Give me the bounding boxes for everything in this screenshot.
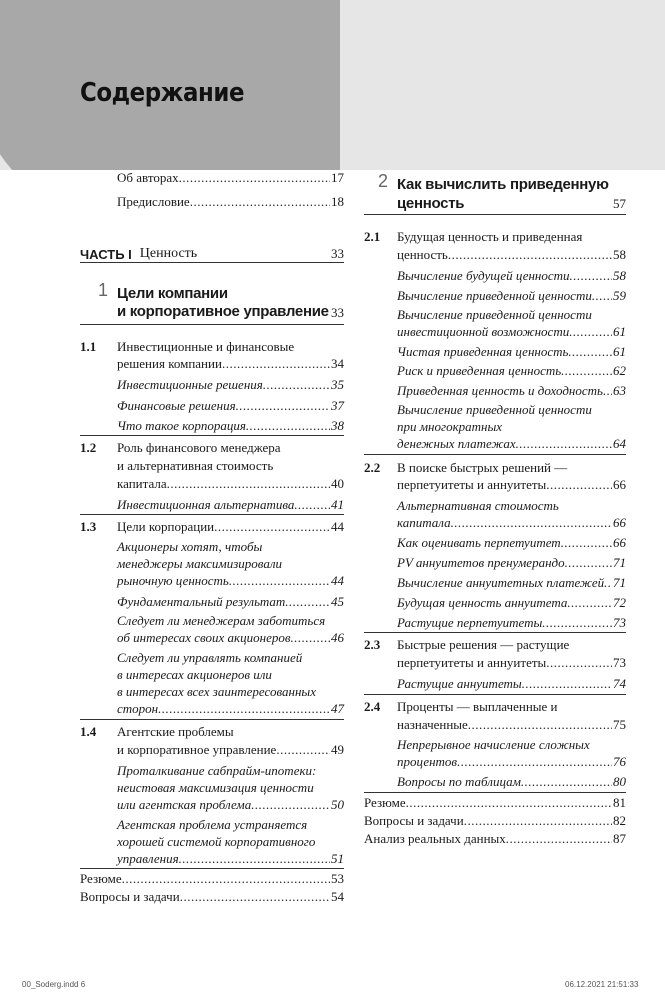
toc-subentry: инвестиционной возможности ..... 61	[397, 324, 626, 340]
divider	[364, 792, 626, 793]
toc-subentry: Инвестиционные решения ..... 35	[117, 377, 344, 393]
toc-entry: и корпоративное управление ..... 49	[117, 742, 344, 758]
toc-subentry: Следует ли управлять компанией	[117, 650, 303, 665]
divider	[364, 694, 626, 695]
section-number: 1.3	[80, 519, 97, 534]
footer-file: 00_Soderg.indd 6	[22, 980, 86, 989]
toc-subentry: Фундаментальный результат ..... 45	[117, 594, 344, 610]
toc-subentry: PV аннуитетов пренумерандо ..... 71	[397, 555, 626, 571]
toc-subentry: в интересах всех заинтересованных	[117, 684, 316, 699]
toc-entry: Предисловие ..... 18	[117, 194, 344, 210]
toc-subentry: Альтернативная стоимость	[397, 498, 559, 513]
toc-subentry: Что такое корпорация ..... 38	[117, 418, 344, 434]
section-number: 2.2	[364, 460, 381, 475]
toc-subentry: Как оценивать перпетуитет ..... 66	[397, 535, 626, 551]
toc-entry: Проценты — выплаченные и	[397, 699, 558, 714]
toc-entry: и альтернативная стоимость	[117, 458, 274, 473]
chapter-heading: 1 Цели компании и корпоративное управление 33	[80, 280, 344, 325]
section-number: 1.4	[80, 724, 97, 739]
section-number: 1.2	[80, 440, 97, 455]
toc-subentry: Будущая ценность аннуитета ..... 72	[397, 595, 626, 611]
toc-entry: В поиске быстрых решений —	[397, 460, 568, 475]
toc-subentry: хорошей системой корпоративного	[117, 834, 316, 849]
toc-entry: перпетуитеты и аннуитеты ..... 73	[397, 655, 626, 671]
page-title: Содержание	[80, 78, 245, 108]
toc-subentry: менеджеры максимизировали	[117, 556, 283, 571]
toc-entry: Об авторах ..... 17	[117, 170, 344, 186]
divider	[80, 435, 344, 436]
toc-subentry: Риск и приведенная ценность ..... 62	[397, 363, 626, 379]
toc-entry: Резюме ..... 81	[364, 795, 626, 811]
toc-entry: ценность ..... 58	[397, 247, 626, 263]
toc-entry: перпетуитеты и аннуитеты ..... 66	[397, 477, 626, 493]
section-number: 2.1	[364, 229, 381, 244]
toc-subentry: Растущие перпетуитеты ..... 73	[397, 615, 626, 631]
divider	[80, 868, 344, 869]
toc-entry: Инвестиционные и финансовые	[117, 339, 295, 354]
toc-entry: Вопросы и задачи ..... 54	[80, 889, 344, 905]
toc-subentry: неистовая максимизация ценности	[117, 780, 314, 795]
toc-subentry: управления ..... 51	[117, 851, 344, 867]
divider	[80, 719, 344, 720]
toc-subentry: Следует ли менеджерам заботиться	[117, 613, 326, 628]
footer-date: 06.12.2021 21:51:33	[565, 980, 639, 989]
section-number: 1.1	[80, 339, 97, 354]
toc-subentry: Непрерывное начисление сложных	[397, 737, 590, 752]
toc-subentry: капитала ..... 66	[397, 515, 626, 531]
toc-subentry: Агентская проблема устраняется	[117, 817, 308, 832]
toc-subentry: Инвестиционная альтернатива ..... 41	[117, 497, 344, 513]
toc-entry: Резюме ..... 53	[80, 871, 344, 887]
toc-subentry: Чистая приведенная ценность ..... 61	[397, 344, 626, 360]
toc-subentry: Растущие аннуитеты ..... 74	[397, 676, 626, 692]
toc-entry: Будущая ценность и приведенная	[397, 229, 583, 244]
divider	[364, 454, 626, 455]
toc-subentry: рыночную ценность ..... 44	[117, 573, 344, 589]
toc-subentry: Приведенная ценность и доходность ..... 63	[397, 383, 626, 399]
toc-entry: Быстрые решения — растущие	[397, 637, 570, 652]
part-heading: ЧАСТЬ I Ценность 33	[80, 240, 344, 263]
toc-subentry: об интересах своих акционеров ..... 46	[117, 630, 344, 646]
section-number: 2.4	[364, 699, 381, 714]
chapter-heading: 2 Как вычислить приведенную ценность 57	[364, 170, 626, 215]
toc-subentry: Акционеры хотят, чтобы	[117, 539, 263, 554]
toc-entry: капитала ..... 40	[117, 476, 344, 492]
toc-subentry: процентов ..... 76	[397, 754, 626, 770]
toc-subentry: Проталкивание сабпрайм-ипотеки:	[117, 763, 317, 778]
divider	[80, 514, 344, 515]
toc-entry: Агентские проблемы	[117, 724, 234, 739]
toc-subentry: Вопросы по таблицам ..... 80	[397, 774, 626, 790]
toc-subentry: Вычисление аннуитетных платежей ..... 71	[397, 575, 626, 591]
toc-subentry: Вычисление приведенной ценности	[397, 307, 592, 322]
toc-subentry: денежных платежах ..... 64	[397, 436, 626, 452]
toc-entry: Цели корпорации ..... 44	[117, 519, 344, 535]
toc-entry: Вопросы и задачи ..... 82	[364, 813, 626, 829]
toc-entry: Роль финансового менеджера	[117, 440, 281, 455]
toc-subentry: или агентская проблема ..... 50	[117, 797, 344, 813]
section-number: 2.3	[364, 637, 381, 652]
toc-subentry: Вычисление приведенной ценности ..... 59	[397, 288, 626, 304]
toc-subentry: Вычисление будущей ценности ..... 58	[397, 268, 626, 284]
toc-entry: Анализ реальных данных ..... 87	[364, 831, 626, 847]
toc-entry: назначенные ..... 75	[397, 717, 626, 733]
toc-subentry: Финансовые решения ..... 37	[117, 398, 344, 414]
toc-subentry: в интересах акционеров или	[117, 667, 272, 682]
toc-subentry: при многократных	[397, 419, 503, 434]
toc-subentry: сторон ..... 47	[117, 701, 344, 717]
toc-subentry: Вычисление приведенной ценности	[397, 402, 592, 417]
toc-entry: решения компании ..... 34	[117, 356, 344, 372]
divider	[364, 632, 626, 633]
